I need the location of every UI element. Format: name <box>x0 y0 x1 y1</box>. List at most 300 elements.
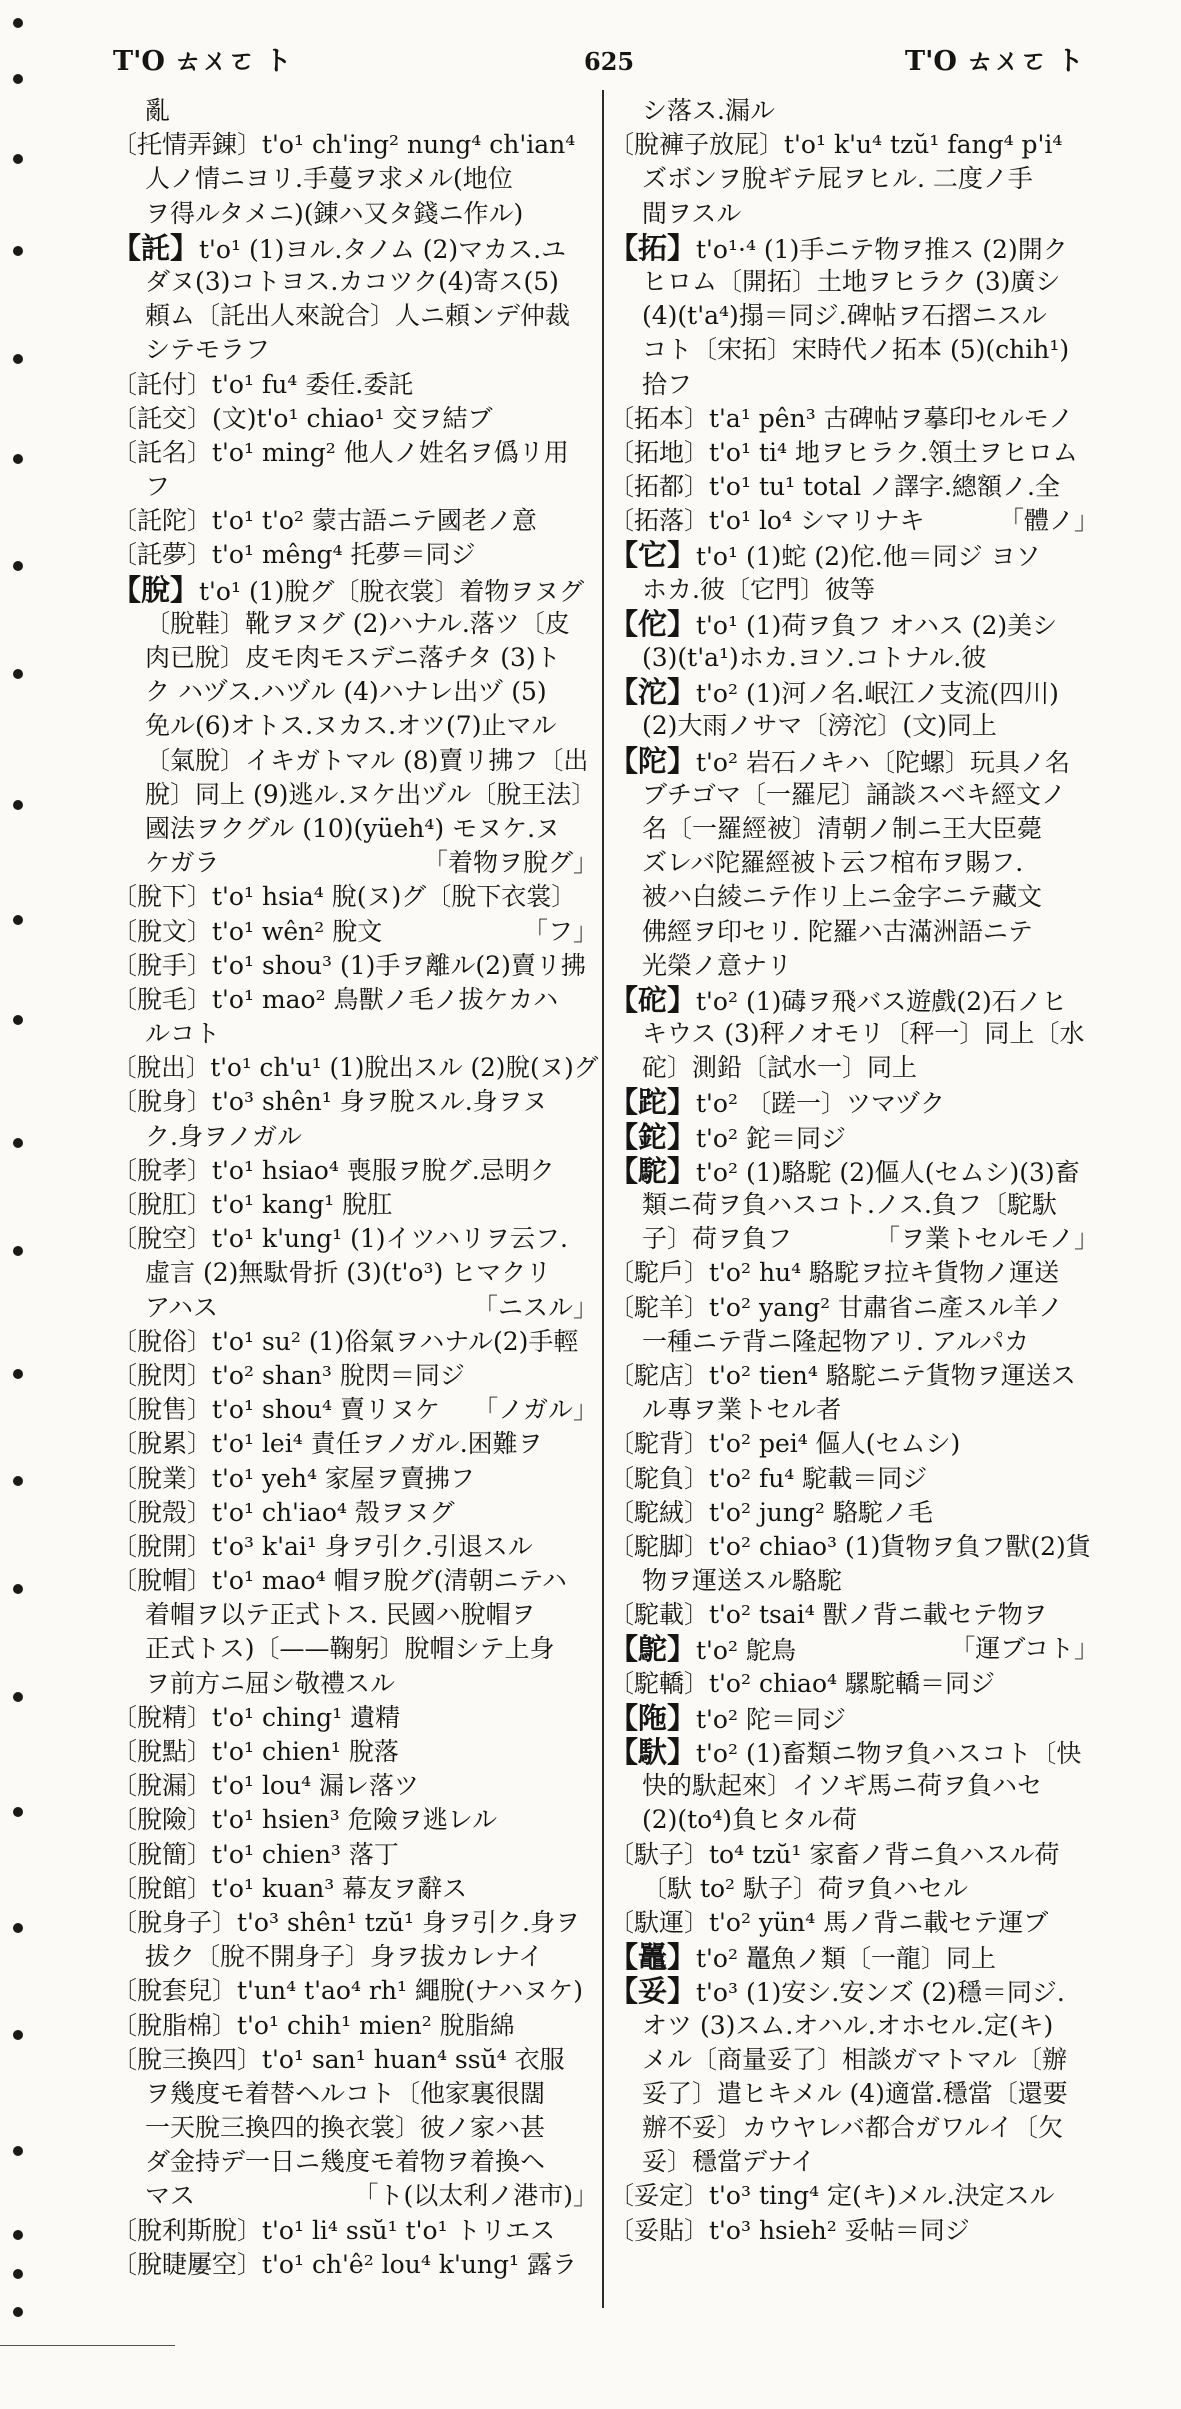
running-head-right: T'O ㄊㄨㄛ ト <box>905 46 1084 77</box>
entry-continuation-line <box>609 573 1099 607</box>
headword: 【鉈】 <box>609 1119 697 1154</box>
headword: 【託】 <box>112 230 200 265</box>
headword: 【它】 <box>609 538 697 573</box>
line-text <box>609 983 1067 1019</box>
line-text: 〔託付〕t'o¹ fu⁴ 委任.委託 <box>112 369 414 399</box>
binding-hole-dot <box>13 800 23 810</box>
entry-first-line <box>112 1462 598 1496</box>
binding-hole-dot <box>13 454 23 464</box>
line-text: 〔託陀〕t'o¹ t'o² 蒙古語ニテ國老ノ意 <box>112 506 537 536</box>
entry-first-line <box>609 1940 1099 1974</box>
line-text: ホカ.彼〔它門〕彼等 <box>642 574 875 604</box>
line-text <box>609 1701 846 1737</box>
line-text <box>609 231 1068 267</box>
line-text: 〔脫褲子放屁〕t'o¹ k'u⁴ tzŭ¹ fang⁴ p'i⁴ <box>609 130 1063 160</box>
line-text: ル專ヲ業トセル者 <box>642 1395 842 1425</box>
line-text: 砣〕測鉛〔試水一〕同上 <box>642 1053 918 1083</box>
column-divider <box>602 90 604 2308</box>
line-text: 〔脫空〕t'o¹ k'ung¹ (1)イツハリヲ云フ. <box>112 1224 568 1254</box>
entry-first-line <box>112 2214 598 2248</box>
line-text <box>145 846 220 880</box>
line-text: キウス (3)秤ノオモリ〔秤一〕同上〔水 <box>642 1019 1085 1049</box>
side-note: 「フ」 <box>522 916 598 946</box>
headword: 【跎】 <box>609 1085 697 1120</box>
line-text: 〔脫開〕t'o³ k'ai¹ 身ヲ引ク.引退スル <box>112 1531 533 1561</box>
entry-text: 〔脫售〕t'o¹ shou⁴ 賣リヌケ <box>112 1395 440 1425</box>
line-text: 〔托情弄錬〕t'o¹ ch'ing² nung⁴ ch'ian⁴ <box>112 130 576 160</box>
line-text: ズボンヲ脫ギテ屁ヲヒル. 二度ノ手 <box>642 164 1033 194</box>
entry-text: t'o¹ (1)ヨル.タノム (2)マカス.ユ <box>199 234 567 264</box>
side-note: 「着物ヲ脫グ」 <box>422 848 598 878</box>
entry-continuation-line <box>112 299 598 333</box>
entry-continuation-line <box>112 1256 598 1290</box>
line-text <box>112 231 566 267</box>
entry-first-line <box>609 675 1099 709</box>
right-column <box>609 94 1099 2304</box>
line-text: 〔脫三換四〕t'o¹ san¹ huan⁴ ssŭ⁴ 衣服 <box>112 2044 565 2074</box>
binding-hole-dot <box>13 18 23 28</box>
entry-text: t'o² (1)畜類ニ物ヲ負ハスコト〔快 <box>696 1739 1082 1768</box>
entry-text: t'o² 〔蹉一〕ツマヅク <box>696 1089 945 1119</box>
line-text: 類ニ荷ヲ負ハスコト.ノス.負フ〔駝馱 <box>642 1190 1057 1219</box>
line-text: 間ヲスル <box>642 198 742 228</box>
line-text: 正式トス)〔——鞠躬〕脫帽シテ上身 <box>145 1634 555 1664</box>
entry-continuation-line <box>609 2009 1099 2043</box>
entry-continuation-line <box>609 299 1099 333</box>
line-text: 〔託夢〕t'o¹ mêng⁴ 托夢＝同ジ <box>112 540 476 570</box>
entry-continuation-line <box>112 709 598 743</box>
binding-hole-dot <box>13 1138 23 1148</box>
entry-continuation-line <box>112 607 598 641</box>
entry-first-line <box>609 1085 1099 1119</box>
line-text: 〔脫帽〕t'o¹ mao⁴ 帽ヲ脫グ(清朝ニテハ <box>112 1566 567 1596</box>
line-text: 國法ヲクグル (10)(yüeh⁴) モヌケ.ヌ <box>145 813 561 843</box>
entry-continuation-line <box>112 641 598 675</box>
line-text <box>145 2179 195 2213</box>
line-text: フ <box>145 472 171 502</box>
line-text: 〔脫殼〕t'o¹ ch'iao⁴ 殼ヲヌグ <box>112 1497 455 1527</box>
page-number: 625 <box>584 47 635 76</box>
entry-first-line <box>112 1974 598 2008</box>
entry-text: 〔拓落〕t'o¹ lo⁴ シマリナキ <box>609 506 925 536</box>
line-text: 亂 <box>145 96 171 125</box>
entry-first-line <box>609 1735 1099 1769</box>
binding-hole-dot <box>13 669 23 679</box>
entry-first-line <box>112 1906 598 1940</box>
entry-first-line <box>609 2179 1099 2213</box>
entry-first-line <box>609 504 1099 538</box>
line-text: ク ハヅス.ハヅル (4)ハナレ出ヅ (5) <box>145 677 547 707</box>
entry-continuation-line <box>112 1632 598 1666</box>
entry-text: t'o¹ (1)荷ヲ負フ オハス (2)美シ <box>696 610 1058 640</box>
entry-continuation-line <box>609 915 1099 949</box>
entry-first-line <box>112 880 598 914</box>
entry-continuation-line <box>609 1017 1099 1051</box>
entry-continuation-line <box>112 1291 598 1325</box>
entry-continuation-line <box>112 2179 598 2213</box>
entry-first-line <box>112 128 598 162</box>
entry-text: t'o¹·⁴ (1)手ニテ物ヲ推ス (2)開ク <box>696 234 1068 264</box>
line-text: 〔脫下〕t'o¹ hsia⁴ 脫(ヌ)グ〔脫下衣裳〕 <box>112 882 577 912</box>
entry-first-line <box>112 1325 598 1359</box>
line-text: ダヌ(3)コトヨス.カコツク(4)寄ス(5) <box>145 266 559 296</box>
line-text: 名〔一羅經被〕清朝ノ制ニ王大臣薨 <box>642 813 1043 843</box>
line-text: 〔脫館〕t'o¹ kuan³ 幕友ヲ辭ス <box>112 1873 468 1903</box>
entry-continuation-line <box>609 2077 1099 2111</box>
entry-first-line <box>609 1530 1099 1564</box>
line-text: 〔駝背〕t'o² pei⁴ 傴人(セムシ) <box>609 1429 961 1459</box>
binding-hole-dot <box>13 246 23 256</box>
entry-first-line <box>112 1427 598 1461</box>
line-text: 〔脫脂棉〕t'o¹ chih¹ mien² 脫脂綿 <box>112 2010 515 2040</box>
entry-first-line <box>112 538 598 572</box>
headword: 【鼉】 <box>609 1940 697 1975</box>
line-text: 一天脫三換四的換衣裳〕彼ノ家ハ甚 <box>145 2113 546 2143</box>
binding-hole-dot <box>13 154 23 164</box>
entry-text: t'o² (1)碡ヲ飛バス遊戲(2)石ノヒ <box>696 986 1067 1016</box>
line-text: ク.身ヲノガル <box>145 1121 302 1151</box>
binding-hole-dot <box>13 561 23 571</box>
entry-continuation-line <box>112 470 598 504</box>
line-text: 〔拓都〕t'o¹ tu¹ total ノ譯字.總額ノ.全 <box>609 472 1060 502</box>
entry-continuation-line <box>609 949 1099 983</box>
entry-text: t'o² 鉈＝同ジ <box>696 1123 846 1153</box>
entry-first-line <box>609 402 1099 436</box>
entry-text: 子〕荷ヲ負フ <box>642 1224 793 1254</box>
line-text: (2)大雨ノサマ〔滂沱〕(文)同上 <box>642 711 997 741</box>
line-text: ヒロム〔開拓〕土地ヲヒラク (3)廣シ <box>642 266 1061 296</box>
line-text: メル〔商量妥了〕相談ガマトマル〔辦 <box>642 2044 1068 2074</box>
entry-first-line <box>609 1462 1099 1496</box>
binding-hole-dot <box>13 2269 23 2279</box>
headword: 【馱】 <box>609 1735 697 1769</box>
entry-first-line <box>112 1393 598 1427</box>
line-text <box>609 607 1057 643</box>
entry-first-line <box>609 1154 1099 1188</box>
side-note: 「ト(以太利ノ港市)」 <box>353 2181 598 2211</box>
entry-text: t'o³ (1)安シ.安ンズ (2)穩＝同ジ. <box>696 1978 1065 2008</box>
entry-first-line <box>112 504 598 538</box>
line-text: 光榮ノ意ナリ <box>642 950 793 980</box>
line-text <box>609 1940 996 1976</box>
line-text: ヲ幾度モ着替ヘルコト〔他家裏很闊 <box>145 2078 546 2108</box>
line-text <box>112 573 584 609</box>
line-text: 〔脫孝〕t'o¹ hsiao⁴ 喪服ヲ脫グ.忌明ク <box>112 1155 555 1185</box>
line-text: 〔脫閃〕t'o² shan³ 脫閃＝同ジ <box>112 1360 465 1390</box>
line-text <box>145 1291 218 1325</box>
headword: 【脫】 <box>112 572 200 607</box>
line-text: 拔ク〔脫不開身子〕身ヲ拔カレナイ <box>145 1942 544 1972</box>
line-text <box>609 1154 1080 1190</box>
line-text: 妥了〕遣ヒキメル (4)適當.穩當〔還要 <box>642 2078 1068 2108</box>
entry-first-line <box>112 1769 598 1803</box>
line-text: 〔馱子〕to⁴ tzŭ¹ 家畜ノ背ニ負ハスル荷 <box>609 1839 1060 1869</box>
entry-text: ケガラ <box>145 848 220 878</box>
entry-first-line <box>112 1803 598 1837</box>
binding-hole-dot <box>13 1369 23 1379</box>
line-text: 〔脫身〕t'o³ shên¹ 身ヲ脫スル.身ヲヌ <box>112 1087 548 1117</box>
line-text: ダ金持デ一日ニ幾度モ着物ヲ着換ヘ <box>145 2147 546 2177</box>
side-note: 「體ノ」 <box>998 506 1099 536</box>
entry-first-line <box>609 470 1099 504</box>
headword: 【妥】 <box>609 1974 697 2009</box>
entry-first-line <box>609 231 1099 265</box>
headword: 【駝】 <box>609 1153 697 1188</box>
side-note: 「ヲ業トセルモノ」 <box>874 1224 1099 1254</box>
running-head-left: T'O ㄊㄨㄛ ト <box>113 46 292 77</box>
line-text: ヲ得ルタメニ)(錬ハ又タ錢ニ作ル) <box>145 198 524 228</box>
entry-first-line <box>609 1667 1099 1701</box>
entry-continuation-line <box>112 1598 598 1632</box>
line-text: 〔駝戶〕t'o² hu⁴ 駱駝ヲ拉キ貨物ノ運送 <box>609 1258 1060 1288</box>
entry-continuation-line <box>609 1769 1099 1803</box>
entry-continuation-line <box>609 1393 1099 1427</box>
entry-first-line <box>112 402 598 436</box>
line-text <box>609 538 1041 574</box>
entry-continuation-line <box>609 1222 1099 1256</box>
entry-continuation-line <box>609 368 1099 402</box>
line-text: 物ヲ運送スル駱駝 <box>642 1566 843 1596</box>
entry-first-line <box>112 436 598 470</box>
entry-continuation-line <box>609 880 1099 914</box>
entry-first-line <box>112 1564 598 1598</box>
entry-first-line <box>112 573 598 607</box>
entry-continuation-line <box>112 675 598 709</box>
headword: 【砣】 <box>609 982 697 1017</box>
entry-continuation-line <box>609 197 1099 231</box>
entry-text: t'o² (1)河ノ名.岷江ノ支流(四川) <box>696 679 1059 709</box>
line-text: 〔馱 to² 馱子〕荷ヲ負ハセル <box>642 1873 969 1903</box>
line-text: 〔脫業〕t'o¹ yeh⁴ 家屋ヲ賣拂フ <box>112 1463 475 1493</box>
line-text: 〔駝店〕t'o² tien⁴ 駱駝ニテ貨物ヲ運送ス <box>609 1360 1076 1390</box>
entry-first-line <box>112 1838 598 1872</box>
entry-continuation-line <box>112 333 598 367</box>
binding-hole-dot <box>13 2230 23 2240</box>
entry-first-line <box>112 1530 598 1564</box>
entry-first-line <box>112 1872 598 1906</box>
line-text: 〔脫累〕t'o¹ lei⁴ 責任ヲノガル.困難ヲ <box>112 1429 543 1459</box>
entry-continuation-line <box>609 2043 1099 2077</box>
line-text: 人ノ情ニヨリ.手蔓ヲ求メル(地位 <box>145 164 513 194</box>
entry-continuation-line <box>609 1872 1099 1906</box>
entry-continuation-line <box>609 162 1099 196</box>
entry-first-line <box>112 231 598 265</box>
line-text: 〔駝負〕t'o² fu⁴ 駝載＝同ジ <box>609 1463 928 1493</box>
binding-hole-dot <box>13 2146 23 2156</box>
line-text: 〔駝羊〕t'o² yang² 甘肅省ニ產スル羊ノ <box>609 1292 1064 1322</box>
entry-continuation-line <box>112 778 598 812</box>
line-text: コト〔宋拓〕宋時代ノ拓本 (5)(chih¹) <box>642 335 1070 365</box>
line-text: 〔脫利斯脫〕t'o¹ li⁴ ssŭ¹ t'o¹ トリエス <box>112 2215 556 2245</box>
headword: 【拓】 <box>609 230 697 265</box>
entry-first-line <box>609 1359 1099 1393</box>
entry-continuation-line <box>609 1188 1099 1222</box>
line-text: ズレバ陀羅經被ト云フ棺布ヲ賜フ. <box>642 848 1024 878</box>
binding-hole-dot <box>13 74 23 84</box>
entry-first-line <box>609 1598 1099 1632</box>
entry-continuation-line <box>112 812 598 846</box>
line-text <box>609 675 1059 711</box>
entry-first-line <box>112 1735 598 1769</box>
entry-text: t'o¹ (1)脫グ〔脫衣裳〕着物ヲヌグ <box>199 576 585 606</box>
entry-first-line <box>609 1701 1099 1735</box>
entry-first-line <box>609 1632 1099 1666</box>
entry-text: t'o² 鴕鳥 <box>696 1636 796 1666</box>
line-text: 〔脫毛〕t'o¹ mao² 鳥獸ノ毛ノ拔ケカハ <box>112 984 559 1014</box>
entry-first-line <box>112 1188 598 1222</box>
line-text: 脫〕同上 (9)逃ル.ヌケ出ヅル〔脫王法〕 <box>145 779 597 809</box>
line-text: 一種ニテ背ニ隆起物アリ. アルパカ <box>642 1326 1030 1356</box>
headword: 【陁】 <box>609 1700 697 1735</box>
line-text: (2)(to⁴)負ヒタル荷 <box>642 1805 858 1835</box>
entry-continuation-line <box>112 1017 598 1051</box>
entry-first-line <box>112 2248 598 2282</box>
entry-continuation-line <box>112 846 598 880</box>
line-text: 〔脫俗〕t'o¹ su² (1)俗氣ヲハナル(2)手輕 <box>112 1326 579 1356</box>
entry-first-line <box>112 1701 598 1735</box>
entry-text: アハス <box>145 1292 219 1322</box>
line-text <box>609 1632 796 1668</box>
entry-text: t'o² 陀＝同ジ <box>696 1704 846 1734</box>
line-text: 〔駝載〕t'o² tsai⁴ 獸ノ背ニ載セテ物ヲ <box>609 1600 1048 1630</box>
entry-continuation-line <box>609 846 1099 880</box>
binding-hole-dot <box>13 1692 23 1702</box>
side-note: 「ノガル」 <box>473 1395 598 1425</box>
line-text: 〔脫出〕t'o¹ ch'u¹ (1)脫出スル (2)脫(ヌ)グ <box>112 1053 598 1083</box>
line-text: 〔脫險〕t'o¹ hsien³ 危險ヲ逃レル <box>112 1805 498 1835</box>
line-text: 〔駝脚〕t'o² chiao³ (1)貨物ヲ負フ獸(2)貨 <box>609 1531 1091 1561</box>
line-text: ブチゴマ〔一羅尼〕誦談スベキ經文ノ <box>642 779 1067 809</box>
entry-first-line <box>112 915 598 949</box>
line-text <box>609 1974 1065 2010</box>
line-text: 被ハ白綾ニテ作リ上ニ金字ニテ藏文 <box>642 882 1043 912</box>
entry-first-line <box>609 128 1099 162</box>
entry-continuation-line <box>609 812 1099 846</box>
line-text: 〔託交〕(文)t'o¹ chiao¹ 交ヲ結ブ <box>112 403 493 433</box>
entry-first-line <box>112 1154 598 1188</box>
line-text: 〔拓地〕t'o¹ ti⁴ 地ヲヒラク.領土ヲヒロム <box>609 437 1078 467</box>
entry-text: マス <box>145 2181 196 2211</box>
line-text <box>609 1085 945 1121</box>
entry-continuation-line <box>112 2077 598 2111</box>
line-text: 〔脫點〕t'o¹ chien¹ 脫落 <box>112 1737 399 1766</box>
entry-first-line <box>609 1974 1099 2008</box>
entry-first-line <box>609 2214 1099 2248</box>
line-text: ルコト <box>145 1019 221 1049</box>
entry-continuation-line <box>112 94 598 128</box>
line-text: シ落ス.漏ル <box>642 96 775 125</box>
line-text: 〔脫簡〕t'o¹ chien³ 落丁 <box>112 1839 399 1869</box>
entry-text: t'o² 鼉魚ノ類〔一龍〕同上 <box>696 1944 996 1974</box>
entry-continuation-line <box>112 2145 598 2179</box>
binding-hole-dot <box>13 1476 23 1486</box>
line-text: オツ (3)スム.オハル.オホセル.定(キ) <box>642 2010 1054 2040</box>
binding-hole-dot <box>13 2307 23 2317</box>
entry-text: t'o² 岩石ノキハ〔陀螺〕玩具ノ名 <box>696 747 1070 777</box>
line-text: 〔脫肛〕t'o¹ kang¹ 脫肛 <box>112 1190 393 1219</box>
line-text <box>112 915 382 949</box>
headword: 【鴕】 <box>609 1632 697 1667</box>
line-text: 〔脫手〕t'o¹ shou³ (1)手ヲ離ル(2)賣リ拂 <box>112 950 586 980</box>
entry-first-line <box>609 744 1099 778</box>
line-text: (4)(t'a⁴)搨＝同ジ.碑帖ヲ石摺ニスル <box>642 301 1047 331</box>
entry-first-line <box>609 1120 1099 1154</box>
headword: 【陀】 <box>609 743 697 778</box>
entry-continuation-line <box>112 1940 598 1974</box>
entry-continuation-line <box>609 1051 1099 1085</box>
line-text: 〔馱運〕t'o² yün⁴ 馬ノ背ニ載セテ運ブ <box>609 1907 1049 1937</box>
entry-first-line <box>112 1496 598 1530</box>
line-text: 頼ム〔託出人來說合〕人ニ頼ンデ仲裁 <box>145 301 571 331</box>
line-text: 〔脫身子〕t'o³ shên¹ tzŭ¹ 身ヲ引ク.身ヲ <box>112 1907 580 1937</box>
entry-continuation-line <box>609 1325 1099 1359</box>
line-text <box>609 744 1070 780</box>
entry-first-line <box>112 1222 598 1256</box>
entry-first-line <box>112 1051 598 1085</box>
entry-continuation-line <box>609 1564 1099 1598</box>
entry-continuation-line <box>112 162 598 196</box>
line-text: 肉已脫〕皮モ肉モスデニ落チタ (3)ト <box>145 643 561 672</box>
entry-continuation-line <box>609 2111 1099 2145</box>
line-text: 〔駝轎〕t'o² chiao⁴ 騾駝轎＝同ジ <box>609 1668 995 1698</box>
entry-continuation-line <box>609 641 1099 675</box>
entry-first-line <box>112 1085 598 1119</box>
line-text: 拾フ <box>642 369 693 399</box>
line-text: 〔妥定〕t'o³ ting⁴ 定(キ)メル.決定スル <box>609 2181 1055 2211</box>
line-text: 免ル(6)オトス.ヌカス.オツ(7)止マル <box>145 711 557 741</box>
binding-hole-dot <box>13 1923 23 1933</box>
binding-hole-dot <box>13 1246 23 1256</box>
line-text: 快的馱起來〕イソギ馬ニ荷ヲ負ハセ <box>642 1771 1043 1801</box>
entry-text: t'o² (1)駱駝 (2)傴人(セムシ)(3)畜 <box>696 1157 1080 1187</box>
entry-continuation-line <box>609 709 1099 743</box>
line-text: 〔拓本〕t'a¹ pên³ 古碑帖ヲ摹印セルモノ <box>609 403 1074 433</box>
line-text: ヲ前方ニ屈シ敬禮スル <box>145 1668 396 1698</box>
entry-continuation-line <box>112 1667 598 1701</box>
line-text: 妥〕穩當デナイ <box>642 2147 816 2177</box>
line-text: 〔脫精〕t'o¹ ching¹ 遺精 <box>112 1702 401 1732</box>
line-text: 辦不妥〕カウヤレバ都合ガワルイ〔欠 <box>642 2113 1064 2143</box>
line-text: 佛經ヲ印セリ. 陀羅ハ古滿洲語ニテ <box>642 916 1033 946</box>
line-text: 〔託名〕t'o¹ ming² 他人ノ姓名ヲ僞リ用 <box>112 437 569 467</box>
line-text: 着帽ヲ以テ正式トス. 民國ハ脫帽ヲ <box>145 1600 536 1630</box>
entry-first-line <box>112 983 598 1017</box>
entry-first-line <box>112 1359 598 1393</box>
entry-continuation-line <box>609 778 1099 812</box>
entry-first-line <box>112 2009 598 2043</box>
binding-hole-dot <box>13 2030 23 2040</box>
headword: 【沱】 <box>609 675 697 710</box>
line-text: 〔脫套兒〕t'un⁴ t'ao⁴ rh¹ 繩脫(ナハヌケ) <box>112 1976 583 2006</box>
scan-edge-line <box>0 2345 175 2346</box>
entry-continuation-line <box>112 744 598 778</box>
headword: 【佗】 <box>609 606 697 641</box>
line-text: 〔妥貼〕t'o³ hsieh² 妥帖＝同ジ <box>609 2215 970 2245</box>
entry-first-line <box>609 1291 1099 1325</box>
binding-hole-dot <box>13 1584 23 1594</box>
entry-continuation-line <box>609 94 1099 128</box>
line-text <box>609 1120 846 1156</box>
line-text: シテモラフ <box>145 335 271 365</box>
line-text: 〔脫睫屢空〕t'o¹ ch'ê² lou⁴ k'ung¹ 露ラ <box>112 2249 577 2279</box>
entry-first-line <box>112 949 598 983</box>
line-text <box>609 504 924 538</box>
entry-text: t'o¹ (1)蛇 (2)佗.他＝同ジ ヨソ <box>696 542 1041 572</box>
line-text: 虛言 (2)無駄骨折 (3)(t'o³) ヒマクリ <box>145 1258 552 1288</box>
entry-first-line <box>609 1838 1099 1872</box>
entry-continuation-line <box>112 197 598 231</box>
entry-first-line <box>609 607 1099 641</box>
